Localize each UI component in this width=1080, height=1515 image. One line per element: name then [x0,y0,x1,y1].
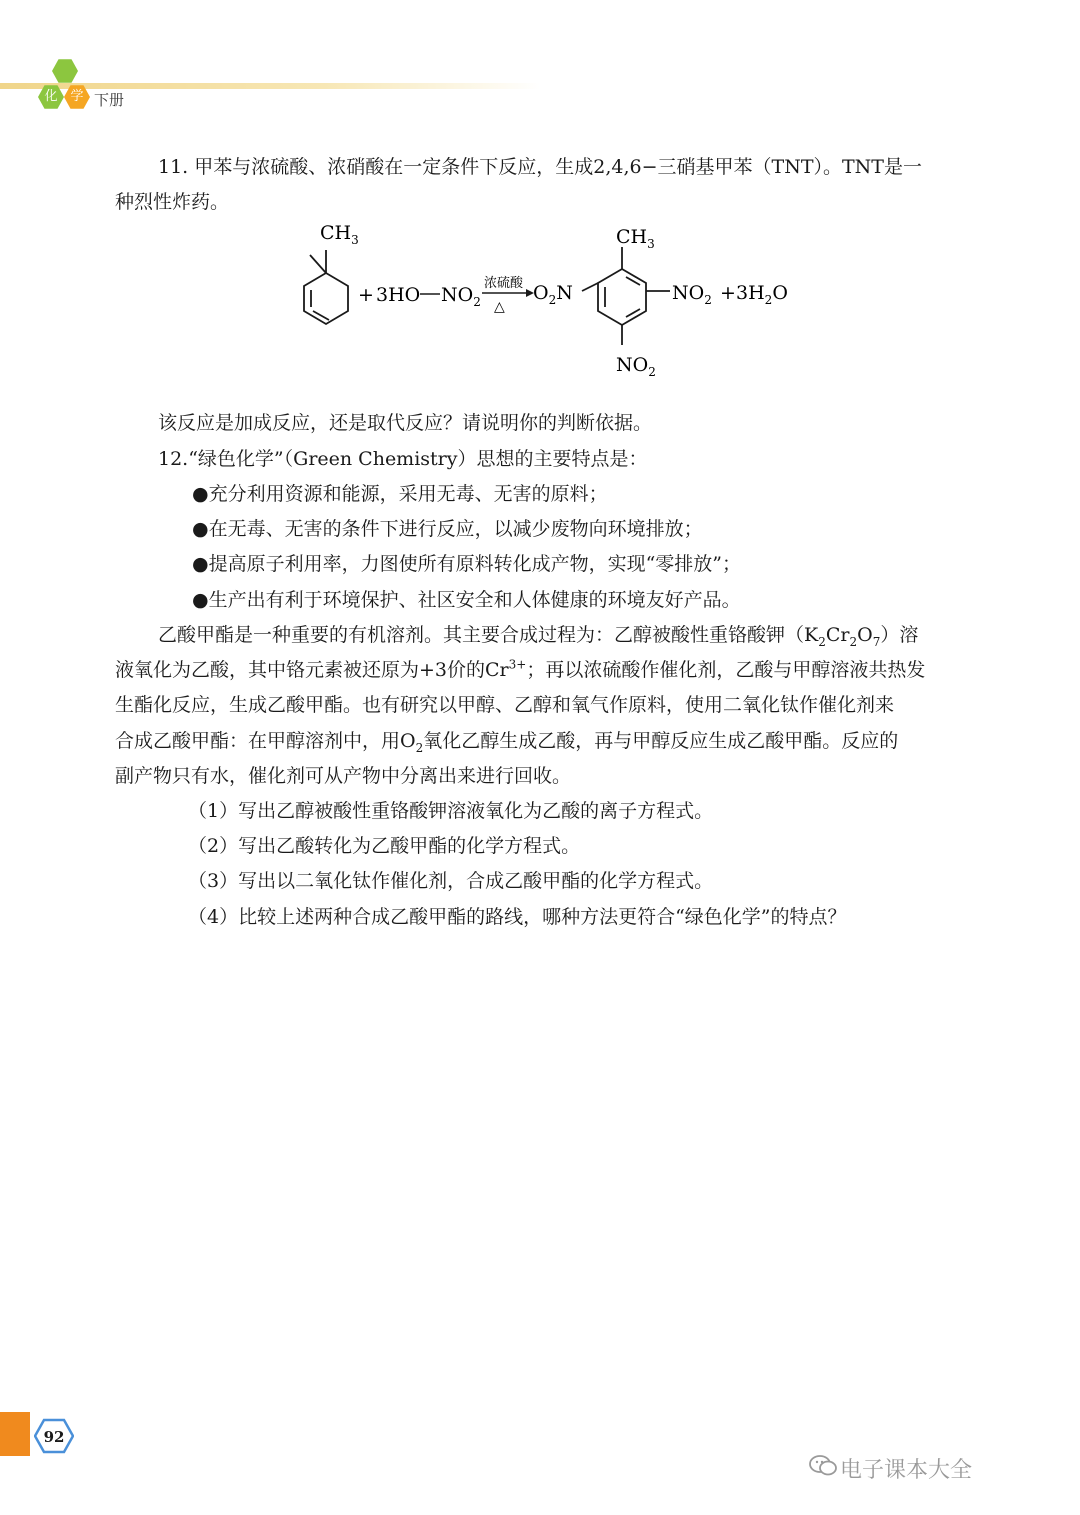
q12-subquestion: （3）写出以二氧化钛作催化剂，合成乙酸甲酯的化学方程式。 [188,870,714,892]
q12-paragraph-line: 液氧化为乙酸，其中铬元素被还原为+3价的$Cr^{3+}$；再以浓硫酸作催化剂，乙酸与甲醇溶液共热发 [115,657,926,681]
toluene-methyl-bond [310,255,326,273]
q11-text-line: 种烈性炸药。 [115,191,230,213]
q12-subquestion: （2）写出乙酸转化为乙酸甲酯的化学方程式。 [188,835,581,857]
q12-paragraph-line: 乙酸甲酯是一种重要的有机溶剂。其主要合成过程为：乙醇被酸性重铬酸钾$(K_2Cr_2O_7)$溶 [158,624,919,649]
page-number-tab [0,1412,30,1456]
page-number-badge [34,1418,74,1454]
q12-bullet: ●在无毒、无害的条件下进行反应，以减少废物向环境排放； [192,518,703,540]
q12-paragraph-line: 副产物只有水，催化剂可从产物中分离出来进行回收。 [115,765,572,787]
header-hex-char: 化 [44,89,58,104]
nitric-acid-no2: $NO_2$ [441,284,481,309]
tnt-no2-right-label: $NO_2$ [672,282,712,307]
tnt-o2n-label: $O_2N$ [533,282,573,307]
q12-paragraph-line: 生酯化反应，生成乙酸甲酯。也有研究以甲醇、乙醇和氧气作原料，使用二氧化钛作催化剂来 [115,694,895,716]
tnt-no2-bottom-label: $NO_2$ [616,354,656,379]
wechat-icon [808,1453,838,1479]
water-label: $3H_2O$ [736,282,788,307]
watermark-text: 电子课本大全 [840,1458,973,1483]
q12-bullet: ●充分利用资源和能源，采用无毒、无害的原料； [192,483,608,505]
header-hex-char: 学 [70,89,84,104]
heat-symbol: △ [494,299,505,315]
nitric-acid-ho: 3HO [376,284,421,306]
book-part-label: 下册 [94,91,125,109]
q11-text-line: 11. 甲苯与浓硫酸、浓硝酸在一定条件下反应，生成2,4,6−三硝基甲苯（TNT）。TNT是一 [158,156,922,178]
q12-intro: 12.“绿色化学”（Green Chemistry）思想的主要特点是： [158,448,648,470]
q12-bullet: ●提高原子利用率，力图使所有原料转化成产物，实现“零排放”； [192,553,742,575]
q12-subquestion: （4）比较上述两种合成乙酸甲酯的路线，哪种方法更符合“绿色化学”的特点？ [188,906,847,928]
q12-subquestion: （1）写出乙醇被酸性重铬酸钾溶液氧化为乙酸的离子方程式。 [188,800,714,822]
toluene-benzene-ring [304,250,348,324]
page-number: 92 [43,1428,65,1446]
catalyst-label: 浓硫酸 [484,276,524,291]
tnt-reaction-equation [280,215,800,385]
toluene-ch3-label: $CH_3$ [320,222,359,247]
hex-icon-green [52,58,78,84]
q11-question: 该反应是加成反应，还是取代反应？请说明你的判断依据。 [158,412,653,434]
plus-sign: + [358,284,374,306]
q12-bullet: ●生产出有利于环境保护、社区安全和人体健康的环境友好产品。 [192,589,741,611]
tnt-ch3-label: $CH_3$ [616,226,655,251]
plus-sign: + [720,282,736,304]
tnt-benzene-ring [582,247,670,345]
q12-paragraph-line: 合成乙酸甲酯：在甲醇溶剂中，用$O_2$氧化乙醇生成乙酸，再与甲醇反应生成乙酸甲酯。反应的 [115,730,899,755]
